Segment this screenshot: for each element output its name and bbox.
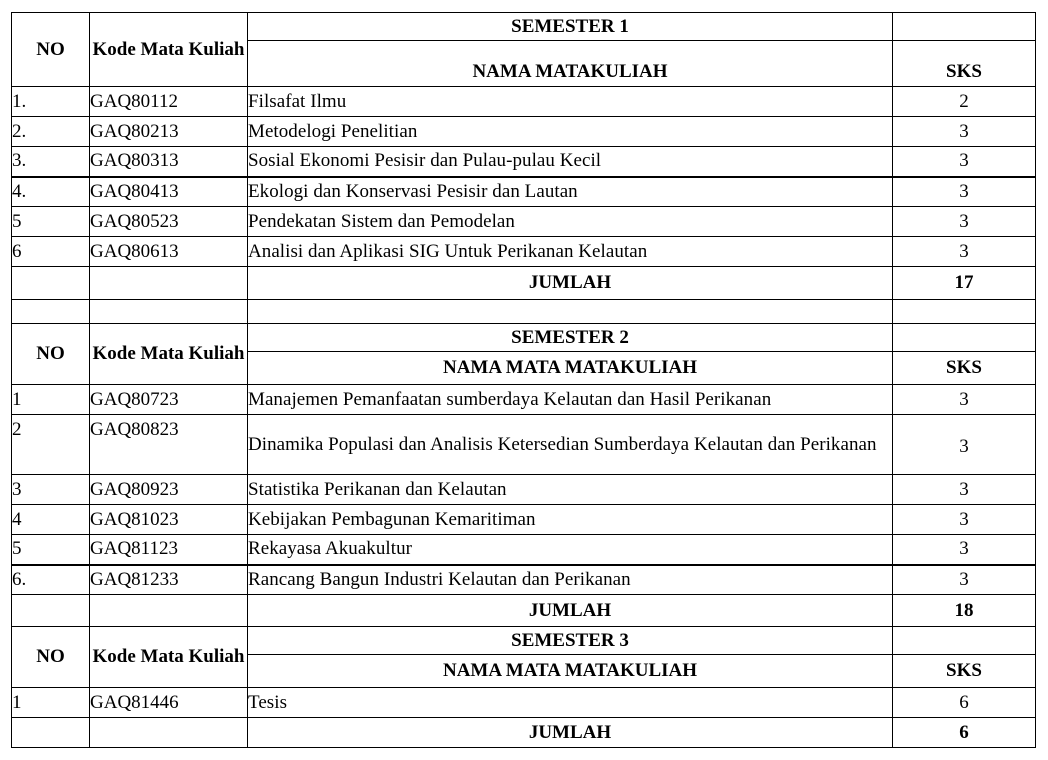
table-row — [12, 117, 1036, 147]
course-name: Statistika Perikanan dan Kelautan — [248, 475, 893, 505]
course-no: 1 — [12, 385, 90, 415]
kode-header: Kode Mata Kuliah — [90, 627, 248, 688]
total-blank — [12, 267, 90, 300]
course-no: 1. — [12, 87, 90, 117]
course-name: Manajemen Pemanfaatan sumberdaya Kelautan dan Hasil Perikanan — [248, 385, 893, 415]
course-sks: 3 — [893, 565, 1036, 595]
semester-title-blank — [893, 13, 1036, 41]
total-sks: 6 — [893, 718, 1036, 748]
course-sks: 6 — [893, 688, 1036, 718]
table-row — [12, 385, 1036, 415]
course-code: GAQ80823 — [90, 415, 248, 475]
spacer-cell — [248, 300, 893, 324]
total-label: JUMLAH — [248, 595, 893, 627]
nama-header: NAMA MATA MATAKULIAH — [248, 352, 893, 385]
course-code: GAQ80413 — [90, 177, 248, 207]
curriculum-page — [11, 12, 1035, 748]
no-header: NO — [12, 627, 90, 688]
course-name: Analisi dan Aplikasi SIG Untuk Perikanan Kelautan — [248, 237, 893, 267]
course-sks: 3 — [893, 207, 1036, 237]
course-name: Kebijakan Pembagunan Kemaritiman — [248, 505, 893, 535]
table-row — [12, 147, 1036, 177]
course-code: GAQ80313 — [90, 147, 248, 177]
spacer-cell — [893, 300, 1036, 324]
course-name: Sosial Ekonomi Pesisir dan Pulau-pulau Kecil — [248, 147, 893, 177]
table-row — [12, 505, 1036, 535]
course-name: Metodelogi Penelitian — [248, 117, 893, 147]
spacer-cell — [12, 300, 90, 324]
no-header: NO — [12, 13, 90, 87]
course-sks: 3 — [893, 475, 1036, 505]
course-name: Rekayasa Akuakultur — [248, 535, 893, 565]
total-blank — [12, 718, 90, 748]
total-blank — [90, 267, 248, 300]
course-no: 2 — [12, 415, 90, 475]
semester-title-blank — [893, 627, 1036, 655]
course-sks: 3 — [893, 385, 1036, 415]
semester-title-blank — [893, 324, 1036, 352]
total-blank — [90, 718, 248, 748]
total-row — [12, 718, 1036, 748]
course-name: Rancang Bangun Industri Kelautan dan Perikanan — [248, 565, 893, 595]
table-row — [12, 475, 1036, 505]
course-sks: 3 — [893, 237, 1036, 267]
course-no: 6. — [12, 565, 90, 595]
sks-header: SKS — [893, 352, 1036, 385]
course-sks: 3 — [893, 535, 1036, 565]
spacer-cell — [90, 300, 248, 324]
table-row — [12, 177, 1036, 207]
course-no: 1 — [12, 688, 90, 718]
table-row — [12, 415, 1036, 475]
kode-header: Kode Mata Kuliah — [90, 13, 248, 87]
total-sks: 17 — [893, 267, 1036, 300]
total-row — [12, 595, 1036, 627]
course-code: GAQ80112 — [90, 87, 248, 117]
table-row — [12, 565, 1036, 595]
no-header: NO — [12, 324, 90, 385]
course-sks: 3 — [893, 415, 1036, 475]
course-code: GAQ81023 — [90, 505, 248, 535]
course-name: Pendekatan Sistem dan Pemodelan — [248, 207, 893, 237]
semester-header-row — [12, 13, 1036, 41]
course-no: 6 — [12, 237, 90, 267]
course-no: 4. — [12, 177, 90, 207]
kode-header: Kode Mata Kuliah — [90, 324, 248, 385]
nama-header: NAMA MATA MATAKULIAH — [248, 655, 893, 688]
nama-header: NAMA MATAKULIAH — [248, 41, 893, 87]
semester-header-row — [12, 324, 1036, 352]
course-code: GAQ81123 — [90, 535, 248, 565]
semester-title: SEMESTER 2 — [248, 324, 893, 352]
course-sks: 3 — [893, 177, 1036, 207]
spacer-row — [12, 300, 1036, 324]
total-blank — [90, 595, 248, 627]
semester-title: SEMESTER 3 — [248, 627, 893, 655]
course-name: Dinamika Populasi dan Analisis Ketersedian Sumberdaya Kelautan dan Perikanan — [248, 415, 893, 475]
course-name: Filsafat Ilmu — [248, 87, 893, 117]
course-sks: 3 — [893, 147, 1036, 177]
total-row — [12, 267, 1036, 300]
table-row — [12, 87, 1036, 117]
table-row — [12, 237, 1036, 267]
total-label: JUMLAH — [248, 267, 893, 300]
semester-header-row — [12, 627, 1036, 655]
table-row — [12, 207, 1036, 237]
course-no: 4 — [12, 505, 90, 535]
sks-header: SKS — [893, 41, 1036, 87]
table-row — [12, 688, 1036, 718]
course-code: GAQ81233 — [90, 565, 248, 595]
semester-title: SEMESTER 1 — [248, 13, 893, 41]
course-name: Ekologi dan Konservasi Pesisir dan Lautan — [248, 177, 893, 207]
total-sks: 18 — [893, 595, 1036, 627]
total-blank — [12, 595, 90, 627]
course-code: GAQ81446 — [90, 688, 248, 718]
sks-header: SKS — [893, 655, 1036, 688]
course-sks: 3 — [893, 505, 1036, 535]
table-row — [12, 535, 1036, 565]
course-sks: 3 — [893, 117, 1036, 147]
course-code: GAQ80923 — [90, 475, 248, 505]
course-no: 3. — [12, 147, 90, 177]
course-sks: 2 — [893, 87, 1036, 117]
course-no: 3 — [12, 475, 90, 505]
course-code: GAQ80523 — [90, 207, 248, 237]
course-no: 2. — [12, 117, 90, 147]
course-code: GAQ80723 — [90, 385, 248, 415]
course-no: 5 — [12, 535, 90, 565]
total-label: JUMLAH — [248, 718, 893, 748]
course-code: GAQ80213 — [90, 117, 248, 147]
course-no: 5 — [12, 207, 90, 237]
course-code: GAQ80613 — [90, 237, 248, 267]
course-name: Tesis — [248, 688, 893, 718]
curriculum-table — [11, 12, 1036, 748]
